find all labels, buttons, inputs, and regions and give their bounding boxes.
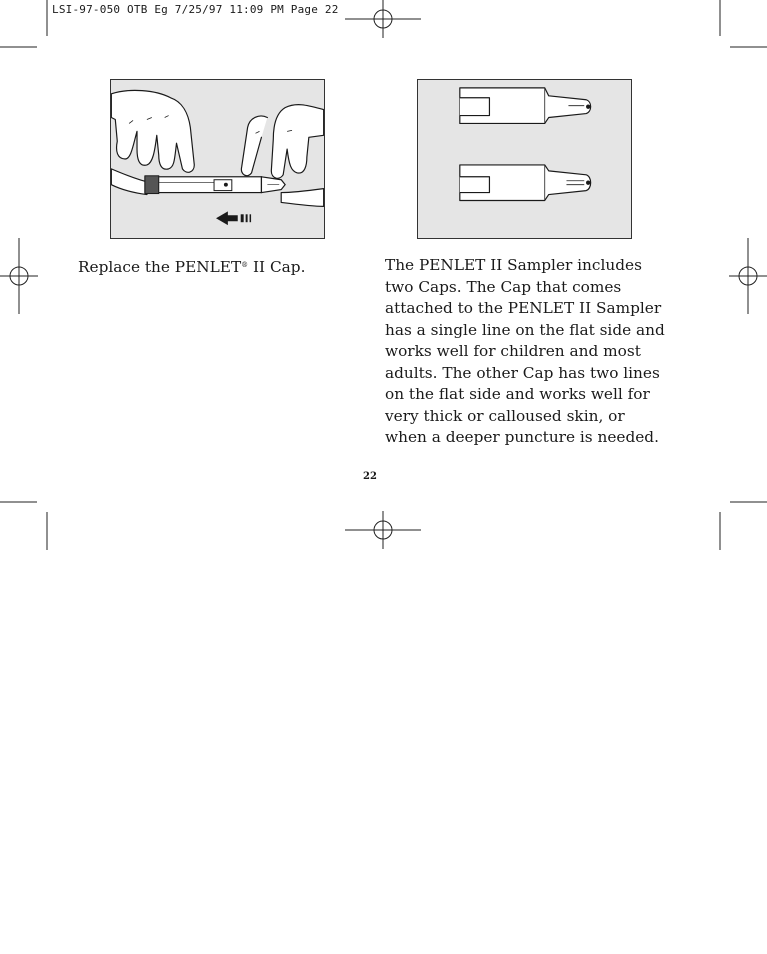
caps-description: The PENLET II Sampler includes two Caps. The Cap that comes attached to the PENLET II Sampler has a single line on the flat side and works well for children and most adults. The other Cap has two lines on the flat side and works well for very thick or calloused skin, or when a deeper puncture is needed. bbox=[385, 256, 665, 446]
page-number: 22 bbox=[363, 471, 377, 482]
replace-cap-caption bbox=[78, 255, 348, 279]
registration-mark-icon: ® bbox=[241, 261, 249, 269]
left-arrow-icon bbox=[216, 211, 251, 225]
hands-with-sampler-drawing bbox=[111, 80, 324, 238]
caps-drawing bbox=[418, 80, 631, 238]
two-caps-illustration bbox=[417, 79, 632, 239]
caption-suffix: II Cap. bbox=[248, 258, 306, 276]
replace-cap-illustration bbox=[110, 79, 325, 239]
caption-prefix: Replace the PENLET bbox=[78, 258, 242, 276]
print-slug: LSI-97-050 OTB Eg 7/25/97 11:09 PM Page 22 bbox=[52, 3, 339, 16]
